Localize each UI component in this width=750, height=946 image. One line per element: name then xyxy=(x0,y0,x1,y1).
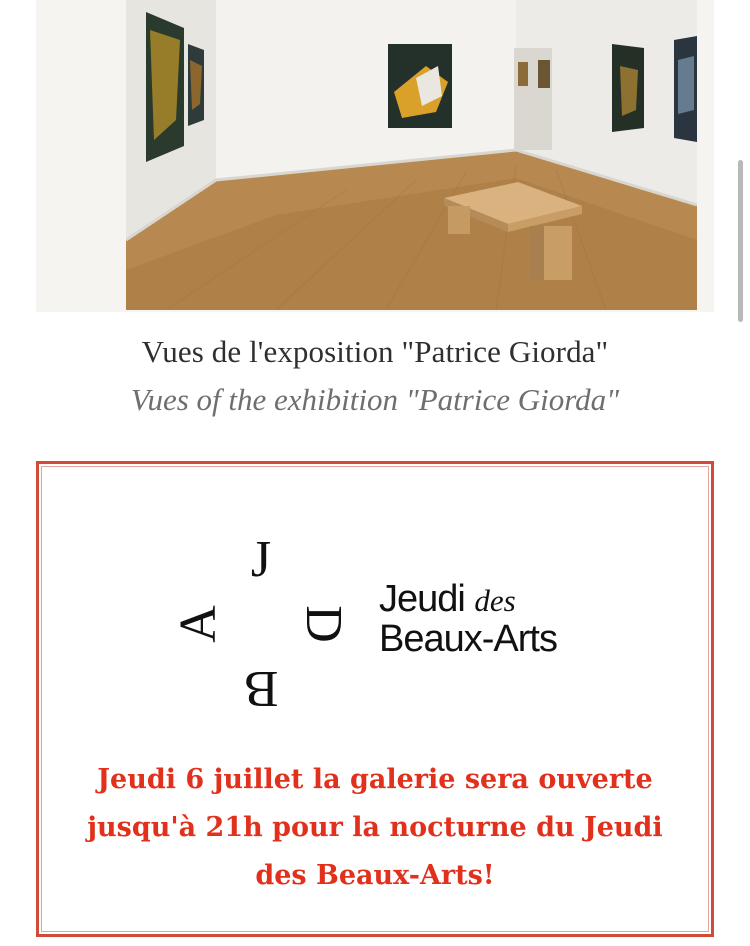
jdba-monogram-logo xyxy=(170,531,359,717)
wordmark-jeudi: Jeudi xyxy=(379,578,465,620)
caption-french: Vues de l'exposition "Patrice Giorda" xyxy=(141,334,609,369)
gallery-photo xyxy=(126,0,697,310)
caption-english: Vues of the exhibition "Patrice Giorda" xyxy=(130,382,620,417)
wordmark-line-2: Beaux-Arts xyxy=(379,617,557,660)
event-announcement-box xyxy=(36,461,714,937)
jdba-wordmark xyxy=(379,580,557,660)
event-announcement-text xyxy=(59,756,691,900)
monogram-letter-left: A xyxy=(170,605,227,643)
announcement-line: des Beaux-Arts! xyxy=(255,860,495,891)
monogram-letter-top: J xyxy=(250,531,272,588)
announcement-line: Jeudi 6 juillet la galerie sera ouverte xyxy=(97,764,653,795)
scrollbar-thumb[interactable] xyxy=(738,160,743,322)
announcement-line: jusqu'à 21h pour la nocturne du Jeudi xyxy=(87,812,663,843)
wordmark-des: des xyxy=(474,583,516,618)
monogram-letter-bottom: B xyxy=(243,660,279,717)
gallery-photo-frame xyxy=(36,0,714,312)
wordmark-line-1 xyxy=(379,580,557,620)
monogram-letter-right: D xyxy=(295,605,352,643)
